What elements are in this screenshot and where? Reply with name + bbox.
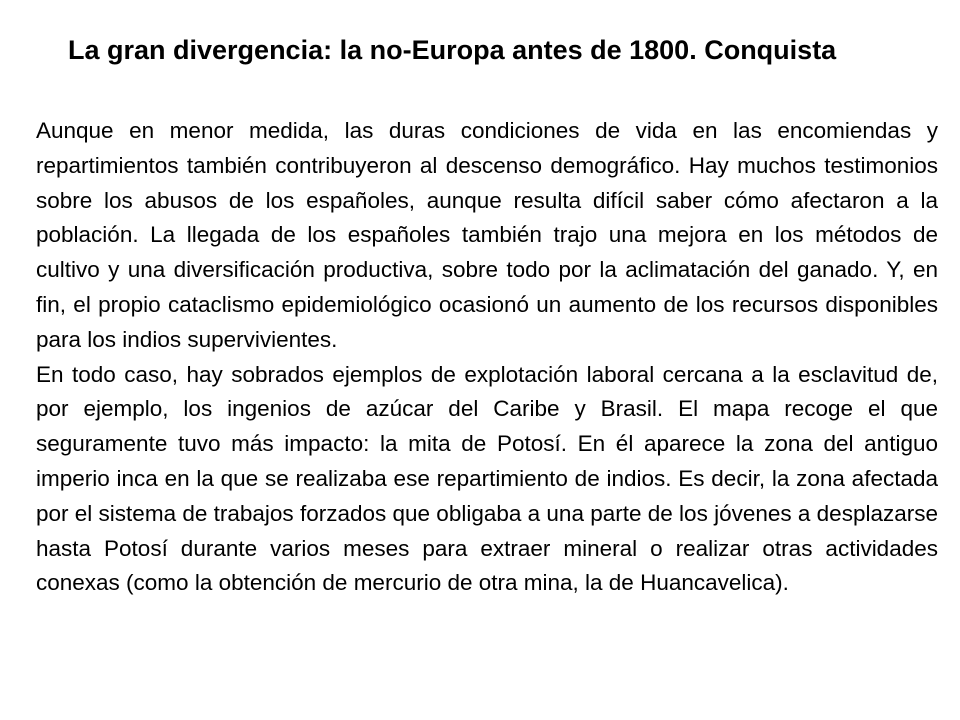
slide-body — [36, 114, 938, 601]
slide-title: La gran divergencia: la no-Europa antes de 1800. Conquista — [68, 35, 837, 65]
body-paragraph-2: En todo caso, hay sobrados ejemplos de explotación laboral cercana a la esclavitud de, por ejemplo, los ingenios de azúcar del Caribe y Brasil. El mapa recoge el que seguramente tuvo más impacto: la mita de Potosí. En él aparece la zona del antiguo imperio inca en la que se realizaba ese repartimiento de indios. Es decir, la zona afectada por el sistema de trabajos forzados que obligaba a una parte de los jóvenes a desplazarse hasta Potosí durante varios meses para extraer mineral o realizar otras actividades conexas (como la obtención de mercurio de otra mina, la de Huancavelica). — [36, 361, 938, 596]
body-paragraph-1: Aunque en menor medida, las duras condiciones de vida en las encomiendas y repartimientos también contribuyeron al descenso demográfico. Hay muchos testimonios sobre los abusos de los españoles, aunque resulta difícil saber cómo afectaron a la población. La llegada de los españoles también trajo una mejora en los métodos de cultivo y una diversificación productiva, sobre todo por la aclimatación del ganado. Y, en fin, el propio cataclismo epidemiológico ocasionó un aumento de los recursos disponibles para los indios supervivientes. — [36, 118, 938, 352]
